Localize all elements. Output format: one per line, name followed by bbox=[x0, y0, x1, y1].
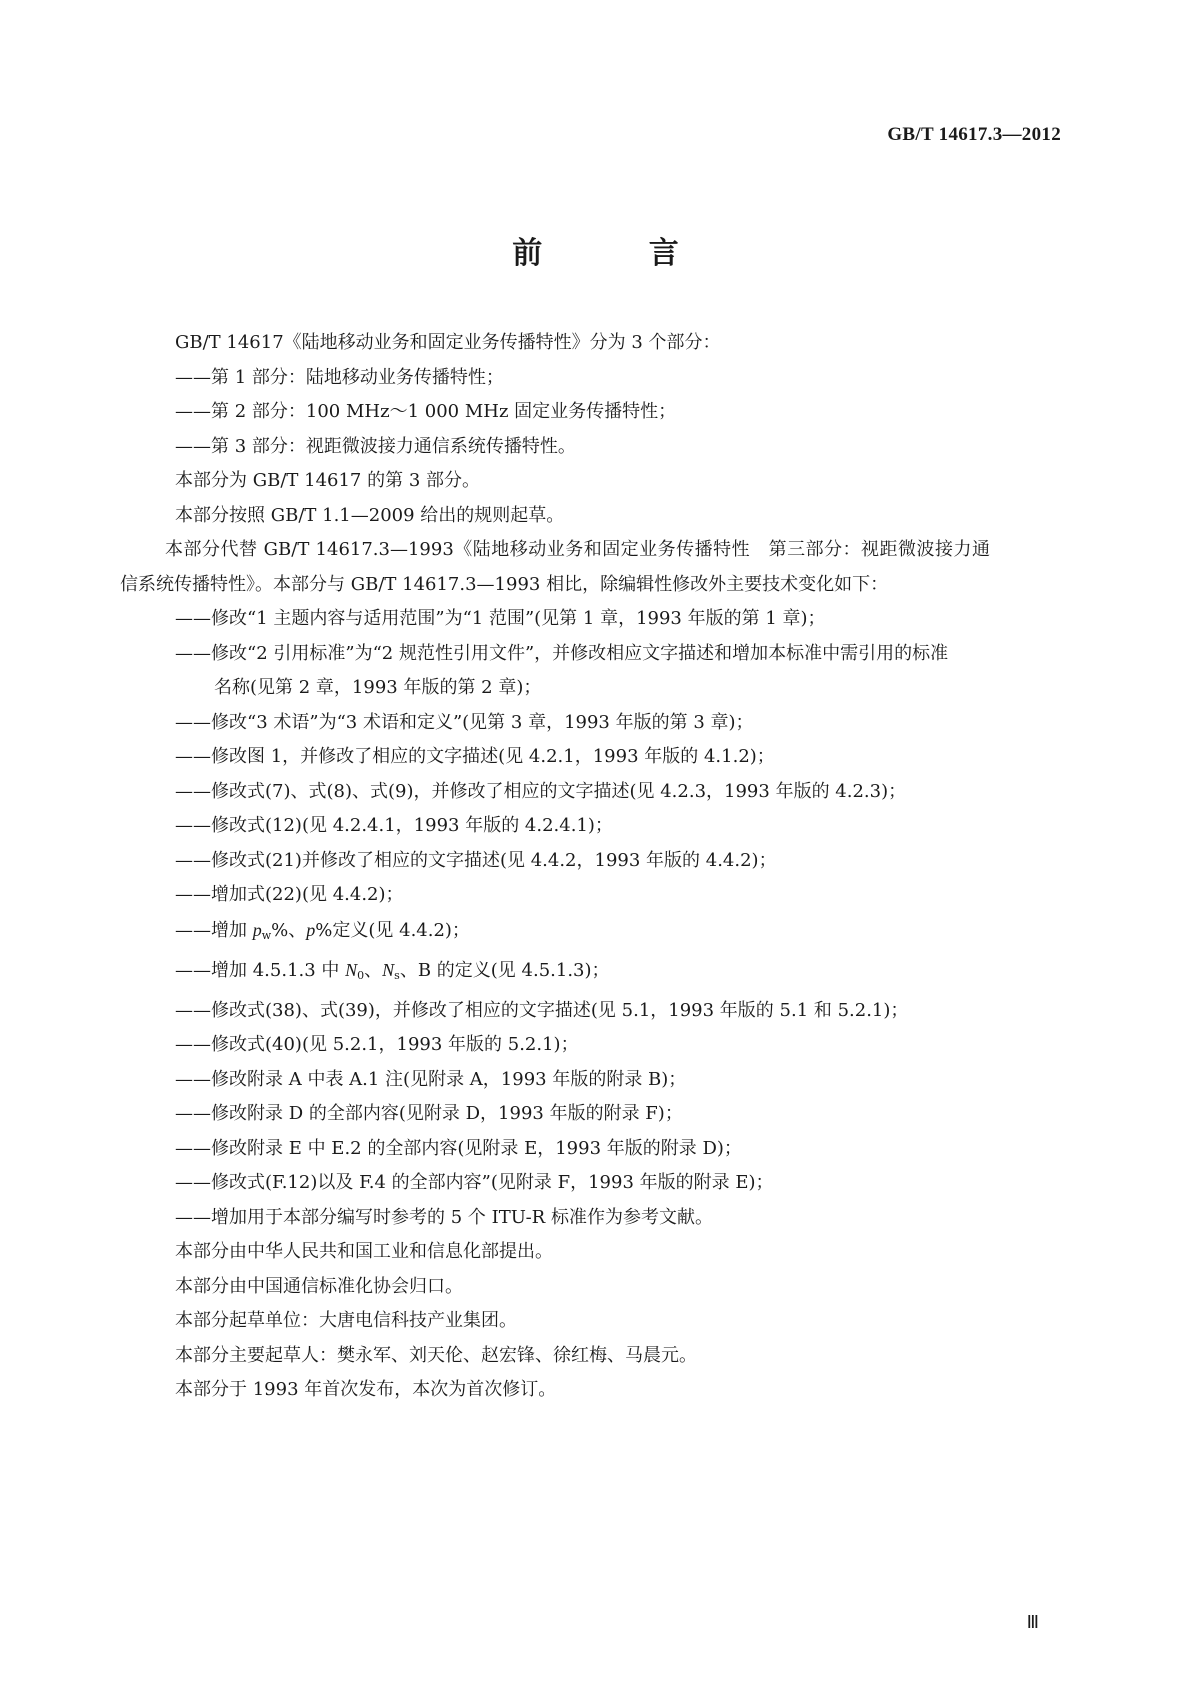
math-variable: p bbox=[252, 919, 262, 940]
text-run: 、 bbox=[364, 960, 383, 981]
text-run: ——增加 bbox=[175, 919, 253, 941]
page-number: Ⅲ bbox=[1026, 1612, 1039, 1632]
paragraph: 本部分主要起草人：樊永军、刘天伦、赵宏锋、徐红梅、马晨元。 bbox=[175, 1344, 697, 1366]
list-item: ——修改式(38)、式(39)，并修改了相应的文字描述(见 5.1，1993 年版的 5.1 和 5.2.1)； bbox=[175, 999, 909, 1021]
foreword-body bbox=[120, 326, 1060, 1408]
list-item: ——修改附录 E 中 E.2 的全部内容(见附录 E，1993 年版的附录 D)； bbox=[175, 1137, 742, 1159]
list-item: ——第 2 部分：100 MHz～1 000 MHz 固定业务传播特性； bbox=[175, 401, 677, 422]
page-title: 前 言 bbox=[512, 236, 727, 271]
math-variable: p bbox=[306, 919, 316, 940]
list-item: ——修改“1 主题内容与适用范围”为“1 范围”(见第 1 章，1993 年版的第 1 章)； bbox=[175, 608, 826, 629]
math-variable: N bbox=[345, 960, 358, 980]
paragraph: 本部分于 1993 年首次发布，本次为首次修订。 bbox=[175, 1379, 557, 1400]
math-variable: N bbox=[382, 960, 395, 980]
paragraph: 本部分起草单位：大唐电信科技产业集团。 bbox=[175, 1310, 517, 1331]
list-item: ——修改附录 A 中表 A.1 注(见附录 A，1993 年版的附录 B)； bbox=[175, 1068, 687, 1090]
text-run: %、 bbox=[271, 919, 307, 941]
list-item: ——修改式(7)、式(8)、式(9)，并修改了相应的文字描述(见 4.2.3，1993 年版的 4.2.3)； bbox=[175, 780, 907, 802]
subscript: w bbox=[261, 928, 272, 942]
text-run: %定义(见 4.4.2)； bbox=[315, 919, 470, 941]
list-item: ——修改“2 引用标准”为“2 规范性引用文件”，并修改相应文字描述和增加本标准中需引用的标准 bbox=[175, 642, 949, 664]
list-item: ——增加用于本部分编写时参考的 5 个 ITU-R 标准作为参考文献。 bbox=[175, 1206, 713, 1228]
subscript: s bbox=[394, 969, 400, 982]
paragraph: 本部分代替 GB/T 14617.3—1993《陆地移动业务和固定业务传播特性 第三部分：视距微波接力通信系统传播特性》。本部分与 GB/T 14617.3—1993 相比，除编辑性修改外主要技术变化如下： bbox=[120, 539, 990, 595]
list-item bbox=[130, 953, 1060, 994]
list-item: ——第 1 部分：陆地移动业务传播特性； bbox=[175, 366, 504, 388]
list-item: ——修改式(40)(见 5.2.1，1993 年版的 5.2.1)； bbox=[175, 1034, 579, 1055]
paragraph: 本部分按照 GB/T 1.1—2009 给出的规则起草。 bbox=[175, 504, 565, 526]
list-item bbox=[130, 913, 1060, 954]
list-item: ——修改式(12)(见 4.2.4.1，1993 年版的 4.2.4.1)； bbox=[175, 815, 613, 836]
text-run: 、B 的定义(见 4.5.1.3)； bbox=[399, 960, 610, 981]
list-item: ——修改式(F.12)以及 F.4 的全部内容”(见附录 F，1993 年版的附录 E)； bbox=[175, 1172, 774, 1193]
standard-code: GB/T 14617.3—2012 bbox=[887, 124, 1061, 145]
list-item: ——修改“3 术语”为“3 术语和定义”(见第 3 章，1993 年版的第 3 章)； bbox=[175, 711, 754, 733]
list-item: ——修改图 1，并修改了相应的文字描述(见 4.2.1，1993 年版的 4.1.2)； bbox=[175, 746, 775, 767]
text-run: ——增加 4.5.1.3 中 bbox=[175, 960, 346, 981]
list-item: ——修改式(21)并修改了相应的文字描述(见 4.4.2，1993 年版的 4.4.2)； bbox=[175, 849, 777, 871]
paragraph: 本部分为 GB/T 14617 的第 3 部分。 bbox=[175, 470, 480, 491]
list-item-continuation: 名称(见第 2 章，1993 年版的第 2 章)； bbox=[214, 677, 542, 698]
paragraph: 本部分由中国通信标准化协会归口。 bbox=[175, 1275, 463, 1297]
paragraph: 本部分由中华人民共和国工业和信息化部提出。 bbox=[175, 1241, 553, 1262]
paragraph: GB/T 14617《陆地移动业务和固定业务传播特性》分为 3 个部分： bbox=[175, 332, 721, 353]
subscript: 0 bbox=[357, 969, 365, 982]
list-item: ——第 3 部分：视距微波接力通信系统传播特性。 bbox=[175, 435, 576, 457]
list-item: ——修改附录 D 的全部内容(见附录 D，1993 年版的附录 F)； bbox=[175, 1103, 683, 1124]
list-item: ——增加式(22)(见 4.4.2)； bbox=[175, 884, 404, 905]
